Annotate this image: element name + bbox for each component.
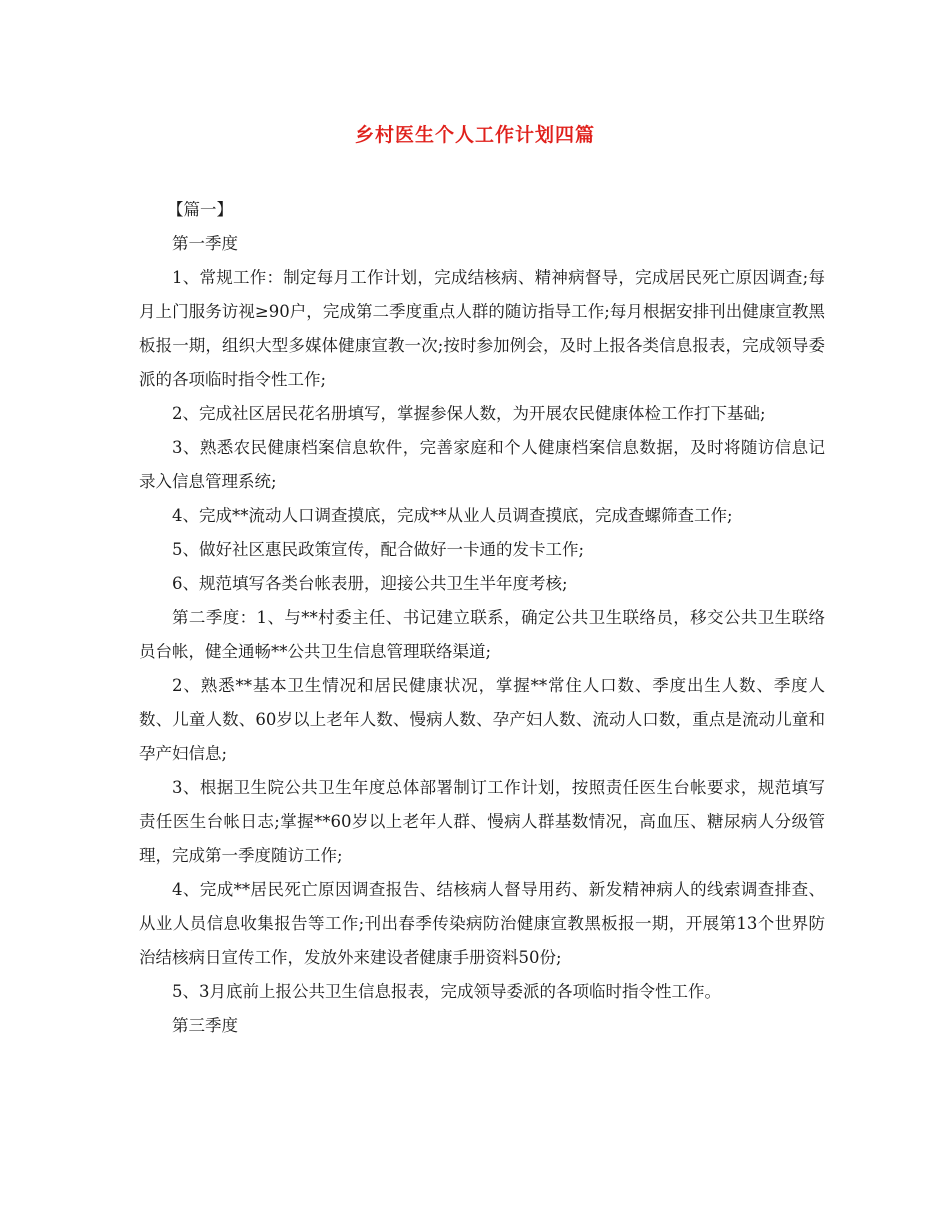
paragraph: 2、熟悉**基本卫生情况和居民健康状况，掌握**常住人口数、季度出生人数、季度人数、儿童人数、60岁以上老年人数、慢病人数、孕产妇人数、流动人口数，重点是流动儿童和孕产妇信息; bbox=[139, 676, 825, 763]
section-heading: 【篇一】 bbox=[167, 200, 234, 219]
paragraph: 5、做好社区惠民政策宣传，配合做好一卡通的发卡工作; bbox=[172, 540, 585, 559]
quarter-heading: 第一季度 bbox=[172, 234, 238, 253]
paragraph: 5、3月底前上报公共卫生信息报表，完成领导委派的各项临时指令性工作。 bbox=[172, 982, 721, 1001]
quarter-heading: 第三季度 bbox=[172, 1016, 238, 1035]
paragraph: 3、熟悉农民健康档案信息软件，完善家庭和个人健康档案信息数据，及时将随访信息记录入信息管理系统; bbox=[139, 438, 825, 491]
paragraph: 4、完成**流动人口调查摸底，完成**从业人员调查摸底，完成查螺筛查工作; bbox=[172, 506, 733, 525]
paragraph: 2、完成社区居民花名册填写，掌握参保人数，为开展农民健康体检工作打下基础; bbox=[172, 404, 766, 423]
document-body bbox=[139, 193, 825, 1043]
paragraph: 第二季度：1、与**村委主任、书记建立联系，确定公共卫生联络员，移交公共卫生联络员台帐，健全通畅**公共卫生信息管理联络渠道; bbox=[139, 608, 825, 661]
paragraph: 6、规范填写各类台帐表册，迎接公共卫生半年度考核; bbox=[172, 574, 568, 593]
paragraph: 1、常规工作：制定每月工作计划，完成结核病、精神病督导，完成居民死亡原因调查;每月上门服务访视≥90户，完成第二季度重点人群的随访指导工作;每月根据安排刊出健康宣教黑板报一期，组织大型多媒体健康宣教一次;按时参加例会，及时上报各类信息报表，完成领导委派的各项临时指令性工作; bbox=[139, 268, 825, 389]
paragraph: 4、完成**居民死亡原因调查报告、结核病人督导用药、新发精神病人的线索调查排查、从业人员信息收集报告等工作;刊出春季传染病防治健康宣教黑板报一期，开展第13个世界防治结核病日宣传工作，发放外来建设者健康手册资料50份; bbox=[139, 880, 825, 967]
paragraph: 3、根据卫生院公共卫生年度总体部署制订工作计划，按照责任医生台帐要求，规范填写责任医生台帐日志;掌握**60岁以上老年人群、慢病人群基数情况，高血压、糖尿病人分级管理，完成第一季度随访工作; bbox=[139, 778, 825, 865]
document-title: 乡村医生个人工作计划四篇 bbox=[354, 124, 595, 146]
